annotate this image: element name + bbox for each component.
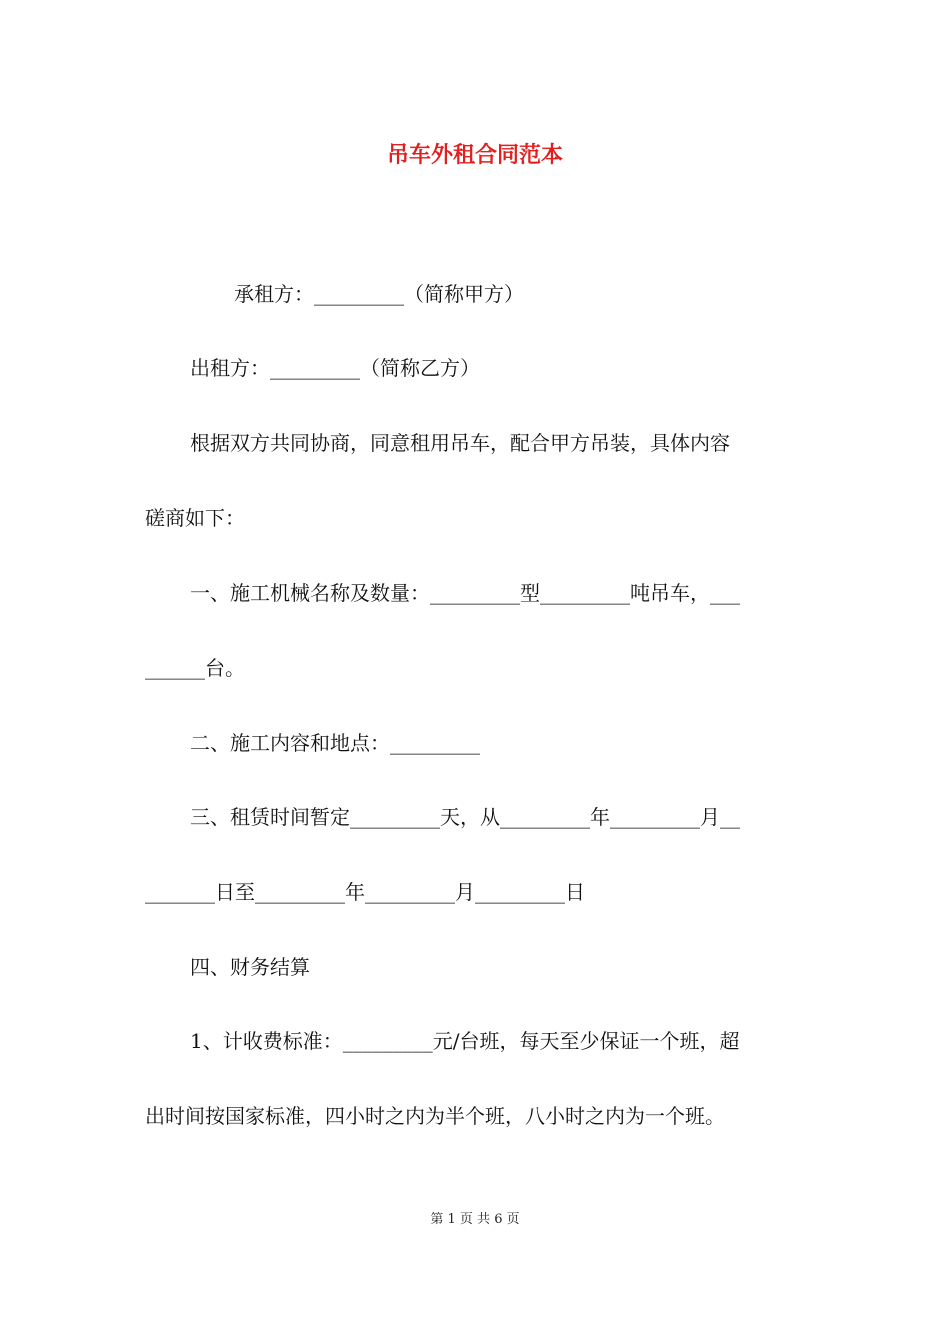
page-footer: 第 1 页 共 6 页 [430,1212,520,1227]
clause-1-line-1: 一、施工机械名称及数量：_________型_________吨吊车，___ [190,581,740,605]
lessee-line: 承租方：_________（简称甲方） [234,282,524,306]
clause-3-line-2: _______日至_________年_________月_________日 [145,880,585,904]
clause-4-heading: 四、财务结算 [190,955,310,979]
clause-3-line-1: 三、租赁时间暂定_________天，从_________年_________月__ [190,805,740,829]
document-title: 吊车外租合同范本 [386,142,563,168]
intro-line-2: 磋商如下： [145,506,245,530]
clause-1-line-2: ______台。 [145,656,245,680]
intro-line-1: 根据双方共同协商，同意租用吊车，配合甲方吊装，具体内容 [190,431,730,455]
fee-standard-line-1: 1、计收费标准：_________元/台班，每天至少保证一个班，超 [190,1029,740,1053]
fee-standard-line-2: 出时间按国家标准，四小时之内为半个班，八小时之内为一个班。 [145,1104,725,1128]
clause-2-line: 二、施工内容和地点：_________ [190,731,480,755]
lessor-line: 出租方：_________（简称乙方） [190,356,480,380]
